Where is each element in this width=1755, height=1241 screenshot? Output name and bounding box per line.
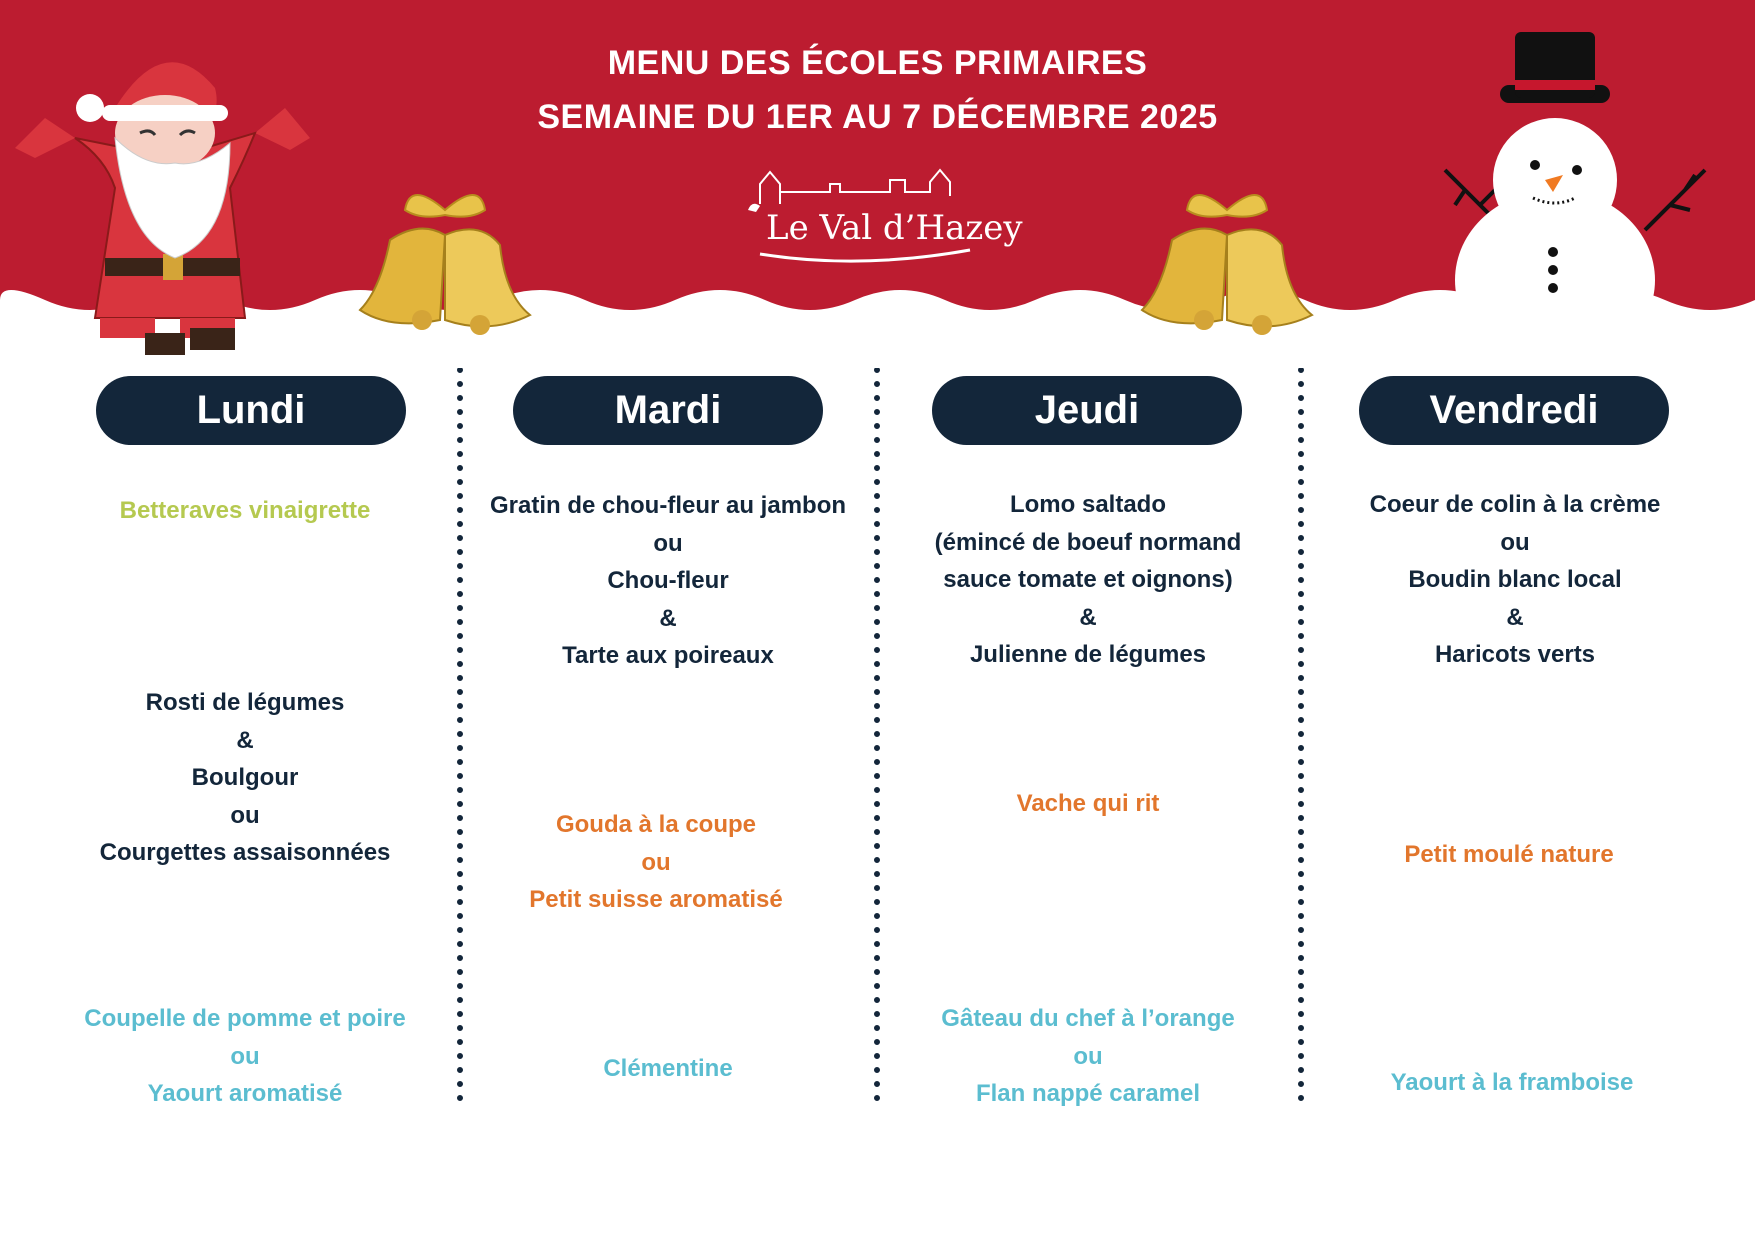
header-banner	[0, 0, 1755, 360]
val-dhazey-logo	[730, 162, 1023, 272]
menu-line: Yaourt à la framboise	[1390, 1069, 1634, 1096]
day-column-vendredi	[1315, 376, 1715, 1096]
menu-line: ou	[653, 529, 683, 557]
menu-line: &	[1079, 603, 1097, 631]
day-header-lundi: Lundi	[96, 376, 406, 445]
menu-title: MENU DES ÉCOLES PRIMAIRES	[607, 44, 1148, 82]
menu-line: ou	[1073, 1042, 1103, 1070]
menu-line: Boudin blanc local	[1408, 566, 1622, 593]
menu-line: Rosti de légumes	[145, 689, 345, 716]
dessert-jeudi	[888, 1000, 1288, 1113]
dessert-vendredi	[1312, 1064, 1712, 1102]
menu-line: Julienne de légumes	[969, 641, 1207, 668]
menu-line: &	[236, 726, 254, 754]
menu-line: Gouda à la coupe	[555, 811, 757, 838]
menu-line: (émincé de boeuf normand	[934, 528, 1242, 556]
day-header-vendredi: Vendredi	[1359, 376, 1669, 445]
menu-line: Vache qui rit	[1016, 790, 1160, 817]
dessert-lundi	[50, 1000, 440, 1113]
menu-line: sauce tomate et oignons)	[943, 566, 1233, 593]
menu-line: Betteraves vinaigrette	[119, 497, 371, 524]
dairy-jeudi	[888, 785, 1288, 823]
main-mardi	[468, 487, 868, 675]
menu-line: Gratin de chou-fleur au jambon	[489, 492, 847, 519]
menu-line: Tarte aux poireaux	[562, 642, 774, 669]
menu-line: Courgettes assaisonnées	[99, 839, 391, 866]
menu-line: &	[659, 604, 677, 632]
menu-line: Petit moulé nature	[1404, 841, 1614, 868]
menu-line: Haricots verts	[1434, 641, 1596, 668]
menu-line: ou	[230, 1042, 260, 1070]
week-subtitle: SEMAINE DU 1ER AU 7 DÉCEMBRE 2025	[537, 98, 1218, 136]
day-column-jeudi	[888, 376, 1288, 1107]
menu-line: Flan nappé caramel	[975, 1080, 1201, 1107]
column-separator	[873, 368, 881, 1113]
menu-line: Chou-fleur	[607, 567, 729, 594]
main-lundi	[50, 684, 440, 872]
menu-line: ou	[641, 848, 671, 876]
menu-line: Clémentine	[603, 1055, 733, 1082]
christmas-bells-icon-right	[1132, 180, 1322, 350]
menu-line: Boulgour	[191, 764, 299, 791]
dairy-vendredi	[1309, 836, 1709, 874]
main-jeudi	[888, 486, 1288, 674]
column-separator	[1297, 368, 1305, 1113]
starter-lundi	[50, 492, 440, 530]
dairy-mardi	[456, 806, 856, 919]
menu-line: Yaourt aromatisé	[147, 1080, 343, 1107]
main-vendredi	[1315, 486, 1715, 674]
menu-line: Lomo saltado	[1009, 491, 1166, 518]
column-separator	[456, 368, 464, 1113]
day-column-mardi	[468, 376, 868, 1096]
menu-line: Petit suisse aromatisé	[529, 886, 783, 913]
christmas-bells-icon	[350, 180, 540, 350]
day-header-jeudi: Jeudi	[932, 376, 1242, 445]
menu-line: ou	[230, 801, 260, 829]
day-header-mardi: Mardi	[513, 376, 823, 445]
menu-line: Coupelle de pomme et poire	[84, 1005, 406, 1032]
menu-line: Coeur de colin à la crème	[1369, 491, 1661, 518]
day-column-lundi	[50, 376, 440, 1107]
snowman-icon	[1425, 30, 1725, 330]
dessert-mardi	[468, 1050, 868, 1088]
logo-text: Le Val d’Hazey	[766, 208, 1023, 248]
menu-line: &	[1506, 603, 1524, 631]
menu-line: ou	[1500, 528, 1530, 556]
santa-claus-icon	[5, 38, 325, 360]
menu-line: Gâteau du chef à l’orange	[941, 1005, 1235, 1032]
